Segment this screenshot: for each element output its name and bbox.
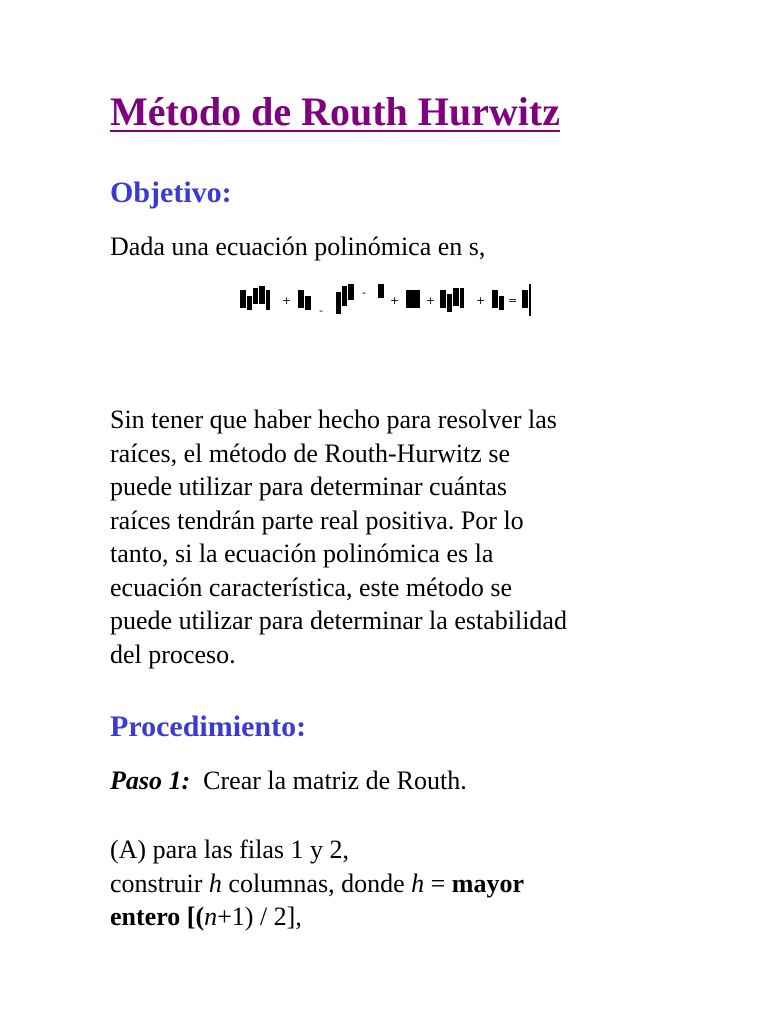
h-variable: h bbox=[208, 868, 222, 898]
objetivo-heading: Objetivo: bbox=[110, 176, 232, 209]
eq-operator: + bbox=[476, 294, 486, 307]
entero-line bbox=[110, 900, 670, 934]
page-title: Método de Routh Hurwitz bbox=[110, 89, 560, 134]
paragraph-line: puede utilizar para determinar cuántas bbox=[110, 472, 508, 501]
eq-operator: + bbox=[390, 294, 400, 307]
eq-operator: - bbox=[362, 286, 366, 299]
eq-operator: - bbox=[319, 304, 323, 317]
bracket-close: +1) / 2], bbox=[217, 902, 302, 931]
construir-line bbox=[110, 867, 670, 901]
equals-sign: = bbox=[424, 868, 452, 898]
entero-word: entero bbox=[110, 902, 181, 931]
paso-text: Crear la matriz de Routh. bbox=[203, 766, 467, 795]
paso-label: Paso 1: bbox=[110, 766, 191, 795]
objetivo-intro: Dada una ecuación polinómica en s, bbox=[110, 232, 486, 261]
construir-mid: columnas, donde bbox=[221, 868, 412, 898]
bracket-open: [( bbox=[180, 902, 205, 931]
eq-operator: + bbox=[282, 294, 292, 307]
paso-1-line bbox=[110, 764, 670, 798]
procedimiento-heading: Procedimiento: bbox=[110, 710, 307, 743]
paragraph-line: raíces, el método de Routh-Hurwitz se bbox=[110, 438, 510, 468]
h-variable: h bbox=[411, 868, 425, 898]
paragraph-line: puede utilizar para determinar la estabilidad bbox=[110, 606, 567, 635]
paragraph-line: Sin tener que haber hecho para resolver las bbox=[110, 405, 557, 434]
paragraph-line: del proceso. bbox=[110, 639, 236, 669]
eq-operator: = bbox=[508, 294, 518, 307]
n-variable: n bbox=[204, 902, 218, 931]
description-paragraph bbox=[110, 403, 670, 671]
step-a-line: (A) para las filas 1 y 2, bbox=[110, 835, 349, 864]
paragraph-line: ecuación característica, este método se bbox=[110, 572, 513, 602]
paragraph-line: raíces tendrán parte real positiva. Por lo bbox=[110, 505, 524, 535]
step-a-block bbox=[110, 833, 670, 934]
mayor-word: mayor bbox=[451, 868, 524, 898]
polynomial-equation-image bbox=[238, 282, 538, 318]
eq-operator: + bbox=[426, 294, 436, 307]
construir-pre: construir bbox=[110, 868, 209, 898]
paragraph-line: tanto, si la ecuación polinómica es la bbox=[110, 539, 494, 568]
